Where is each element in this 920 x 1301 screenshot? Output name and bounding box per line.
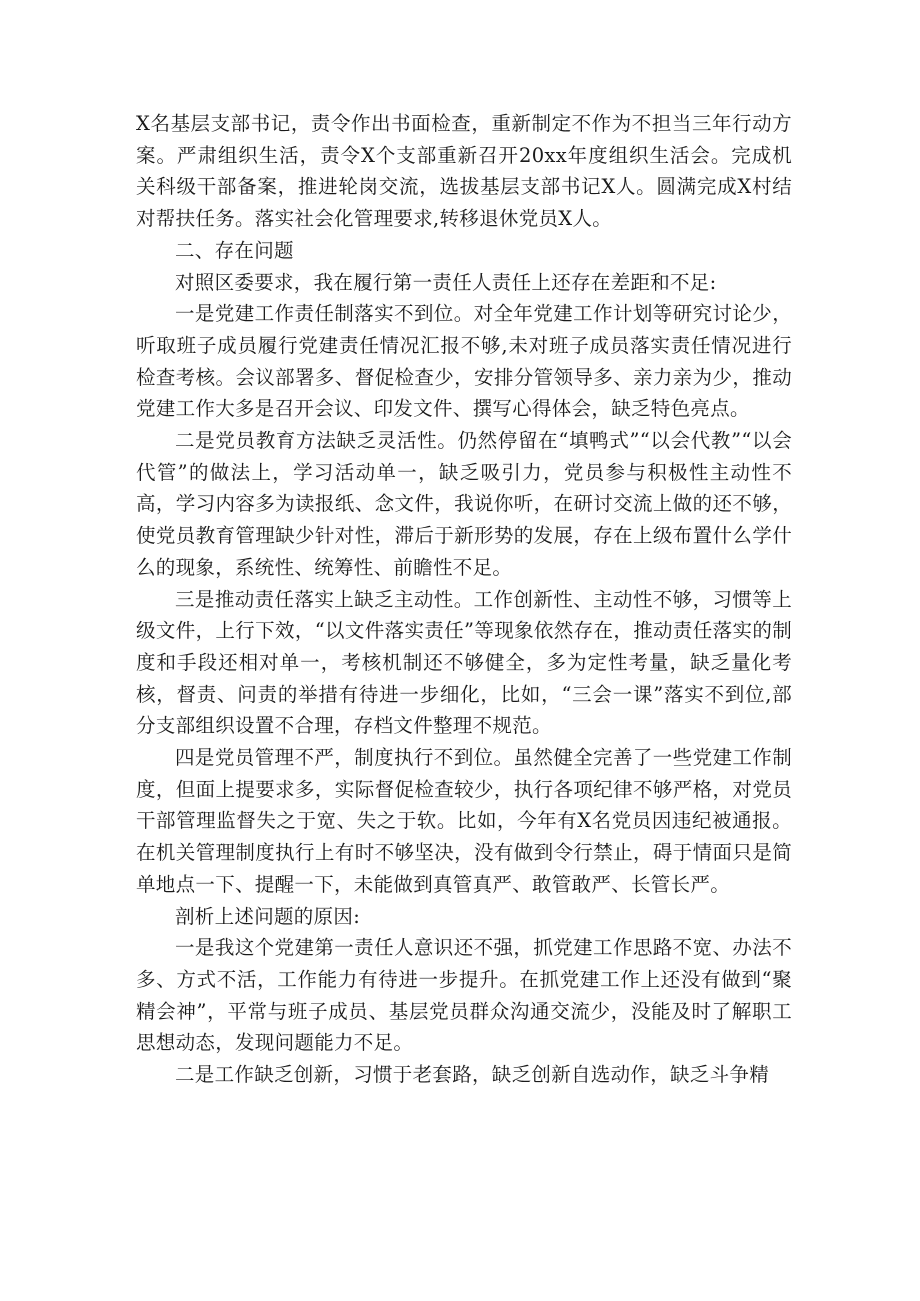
paragraph-cause-1: 一是我这个党建第一责任人意识还不强，抓党建工作思路不宽、办法不多、方式不活，工作能力有待进一步提升。在抓党建工作上还没有做到“聚精会神”，平常与班子成员、基层党员群众沟通交流少，没能及时了解职工思想动态，发现问题能力不足。	[136, 936, 792, 1055]
paragraph-continuation: X名基层支部书记，责令作出书面检查，重新制定不作为不担当三年行动方案。严肃组织生活，责令X个支部重新召开20xx年度组织生活会。完成机关科级干部备案，推进轮岗交流，选拔基层支部书记X人。圆满完成X村结对帮扶任务。落实社会化管理要求,转移退休党员X人。	[136, 112, 792, 231]
paragraph-problem-3: 三是推动责任落实上缺乏主动性。工作创新性、主动性不够，习惯等上级文件，上行下效，“以文件落实责任”等现象依然存在，推动责任落实的制度和手段还相对单一，考核机制还不够健全，多为定性考量，缺乏量化考核，督责、问责的举措有待进一步细化，比如，“三会一课”落实不到位,部分支部组织设置不合理，存档文件整理不规范。	[136, 587, 792, 738]
document-body	[136, 108, 792, 1091]
paragraph-problem-2: 二是党员教育方法缺乏灵活性。仍然停留在“填鸭式”“以会代教”“以会代管”的做法上，学习活动单一，缺乏吸引力，党员参与积极性主动性不高，学习内容多为读报纸、念文件，我说你听，在研讨交流上做的还不够，使党员教育管理缺少针对性，滞后于新形势的发展，存在上级布置什么学什么的现象，系统性、统筹性、前瞻性不足。	[136, 429, 792, 579]
paragraph-problem-1: 一是党建工作责任制落实不到位。对全年党建工作计划等研究讨论少，听取班子成员履行党建责任情况汇报不够,未对班子成员落实责任情况进行检查考核。会议部署多、督促检查少，安排分管领导多、亲力亲为少，推动党建工作大多是召开会议、印发文件、撰写心得体会，缺乏特色亮点。	[136, 302, 792, 421]
section-heading-existing-problems: 二、存在问题	[175, 238, 294, 262]
paragraph-cause-intro: 剖析上述问题的原因:	[175, 904, 361, 928]
paragraph-cause-2: 二是工作缺乏创新，习惯于老套路，缺乏创新自选动作，缺乏斗争精	[175, 1063, 770, 1087]
paragraph-intro: 对照区委要求，我在履行第一责任人责任上还存在差距和不足:	[175, 270, 717, 294]
paragraph-problem-4: 四是党员管理不严，制度执行不到位。虽然健全完善了一些党建工作制度，但面上提要求多，实际督促检查较少，执行各项纪律不够严格，对党员干部管理监督失之于宽、失之于软。比如，今年有X名党员因违纪被通报。在机关管理制度执行上有时不够坚决，没有做到令行禁止，碍于情面只是简单地点一下、提醒一下，未能做到真管真严、敢管敢严、长管长严。	[136, 746, 792, 896]
